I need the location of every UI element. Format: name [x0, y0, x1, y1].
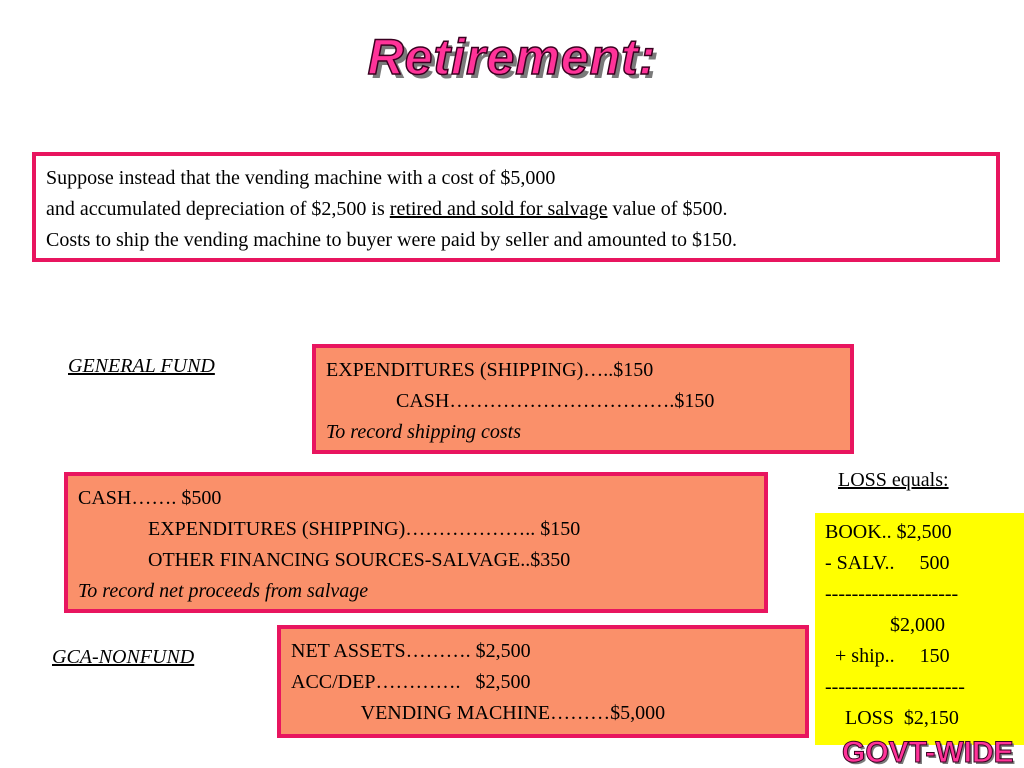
loss-calc-line: LOSS $2,150: [825, 707, 959, 729]
intro-line-3: Costs to ship the vending machine to buyer were paid by seller and amounted to $150.: [46, 229, 737, 251]
journal2-line-1: CASH……. $500: [78, 487, 222, 509]
journal1-line-2: CASH…………………………….$150: [326, 390, 715, 412]
loss-equals-label: LOSS equals:: [838, 469, 949, 491]
journal3-line-2: ACC/DEP…………. $2,500: [291, 671, 531, 693]
loss-calc-line: $2,000: [825, 614, 945, 636]
loss-calc-line: + ship.. 150: [825, 645, 950, 667]
journal-entry-retirement: [277, 625, 809, 738]
gca-nonfund-label: GCA-NONFUND: [52, 646, 195, 668]
journal2-line-3: OTHER FINANCING SOURCES-SALVAGE..$350: [78, 549, 571, 571]
intro-line-2: [46, 194, 986, 225]
journal3-line-3: VENDING MACHINE………$5,000: [291, 702, 666, 724]
loss-calc-line: - SALV.. 500: [825, 552, 950, 574]
journal3-line-1: NET ASSETS………. $2,500: [291, 640, 531, 662]
intro-box: [32, 152, 1000, 262]
journal2-line-2: EXPENDITURES (SHIPPING)……………….. $150: [78, 518, 581, 540]
intro-line-2-start: and accumulated depreciation of $2,500 is: [46, 198, 390, 220]
intro-line-2-end: value of $500.: [607, 198, 728, 220]
loss-calc-line: --------------------: [825, 583, 959, 605]
journal1-note: To record shipping costs: [326, 421, 522, 443]
intro-line-1: Suppose instead that the vending machine with a cost of $5,000: [46, 167, 556, 189]
journal-entry-shipping: [312, 344, 854, 454]
govt-wide-footer: GOVT-WIDE: [842, 737, 1014, 768]
intro-underlined-phrase: retired and sold for salvage: [389, 198, 608, 220]
journal2-note: To record net proceeds from salvage: [78, 580, 369, 602]
loss-calc-line: BOOK.. $2,500: [825, 521, 952, 543]
journal-entry-salvage: [64, 472, 768, 613]
general-fund-label: GENERAL FUND: [68, 355, 215, 377]
page-title: Retirement:: [367, 29, 657, 85]
journal1-line-1: EXPENDITURES (SHIPPING)…..$150: [326, 359, 654, 381]
loss-calc-line: ---------------------: [825, 676, 965, 698]
loss-calculation-box: [815, 513, 1024, 745]
